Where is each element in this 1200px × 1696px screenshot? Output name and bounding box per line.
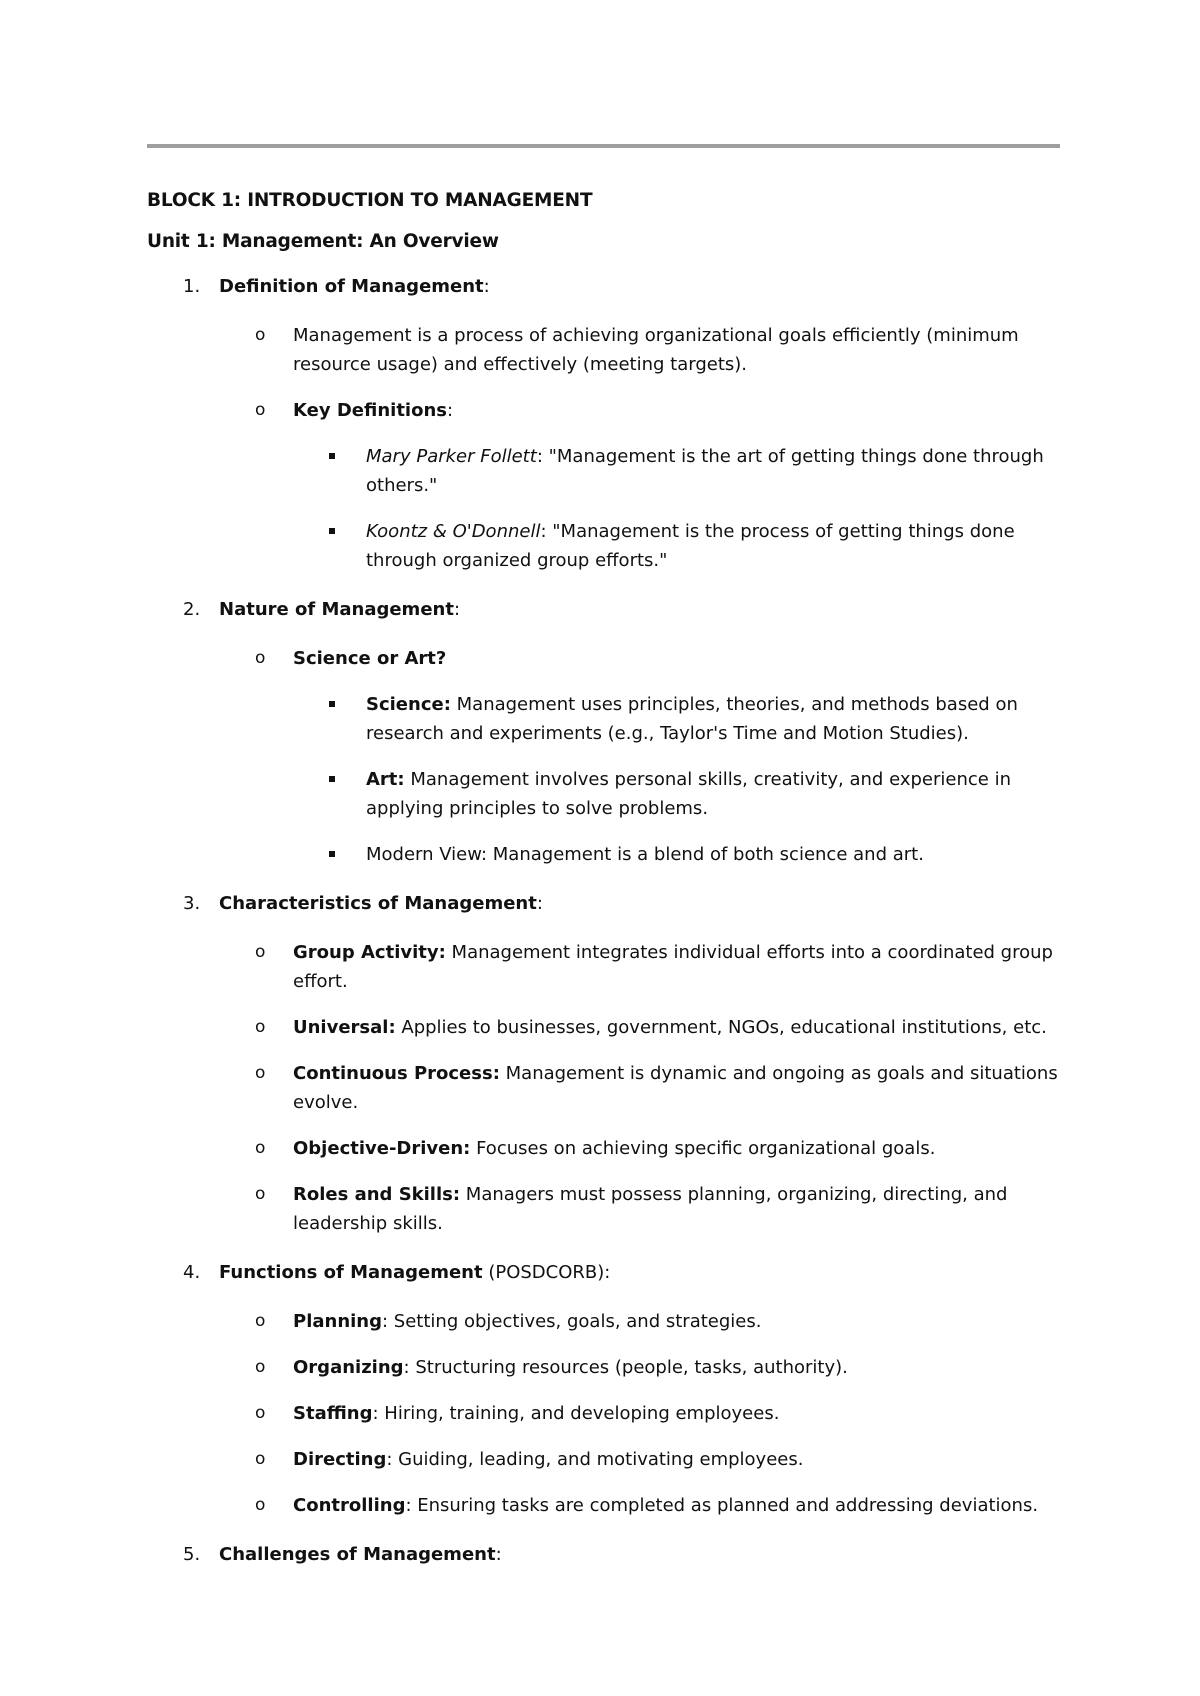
section-number: 1.: [183, 276, 201, 297]
hollow-bullet-icon: o: [255, 1495, 266, 1515]
item-label: Group Activity:: [293, 942, 446, 963]
item-text: Management is a process of achieving organizational goals efficiently (minimum resource usage) and effectively (meeting targets).: [293, 325, 1019, 375]
item-label: Continuous Process:: [293, 1063, 500, 1084]
item-label: Universal:: [293, 1017, 396, 1038]
list-item: [147, 1353, 1067, 1382]
section-suffix: (POSDCORB):: [482, 1262, 611, 1283]
section-challenges: [147, 1540, 1067, 1569]
list-item: [147, 396, 1067, 425]
hollow-bullet-icon: o: [255, 1449, 266, 1469]
list-item: [147, 1307, 1067, 1336]
sub-list-item: [147, 690, 1067, 748]
section-heading: [147, 889, 1067, 918]
item-text: Focuses on achieving specific organizational goals.: [470, 1138, 936, 1159]
square-bullet-icon: [329, 851, 335, 857]
item-text: Modern View: Management is a blend of both science and art.: [366, 844, 924, 865]
section-suffix: :: [495, 1544, 502, 1565]
list-item: [147, 1180, 1067, 1238]
section-title: Nature of Management: [219, 599, 454, 620]
list-item: [147, 644, 1067, 673]
list-item: [147, 1059, 1067, 1117]
section-definition: [147, 272, 1067, 575]
item-text: : Hiring, training, and developing employees.: [372, 1403, 780, 1424]
section-nature: [147, 595, 1067, 869]
hollow-bullet-icon: o: [255, 1017, 266, 1037]
sub-list-item: [147, 765, 1067, 823]
list-item: [147, 321, 1067, 379]
section-heading: [147, 272, 1067, 301]
section-title: Characteristics of Management: [219, 893, 537, 914]
item-label: Objective-Driven:: [293, 1138, 471, 1159]
item-text: Management uses principles, theories, and methods based on research and experiments (e.g., Taylor's Time and Motion Studies).: [366, 694, 1018, 744]
sub-list-item: [147, 442, 1067, 500]
item-label: Directing: [293, 1449, 387, 1470]
hollow-bullet-icon: o: [255, 942, 266, 962]
item-label: Koontz & O'Donnell: [366, 521, 541, 542]
list-item: [147, 1445, 1067, 1474]
section-number: 4.: [183, 1262, 201, 1283]
list-item: [147, 1491, 1067, 1520]
item-label: Roles and Skills:: [293, 1184, 461, 1205]
item-text: : Guiding, leading, and motivating employees.: [386, 1449, 804, 1470]
hollow-bullet-icon: o: [255, 648, 266, 668]
item-label: Science:: [366, 694, 451, 715]
item-text: :: [446, 400, 454, 421]
item-label: Planning: [293, 1311, 383, 1332]
item-text: Management integrates individual efforts into a coordinated group effort.: [293, 942, 1053, 992]
sub-list-item: [147, 840, 1067, 869]
list-item: [147, 1399, 1067, 1428]
hollow-bullet-icon: o: [255, 400, 266, 420]
section-number: 3.: [183, 893, 201, 914]
square-bullet-icon: [329, 776, 335, 782]
item-text: : Setting objectives, goals, and strategies.: [382, 1311, 762, 1332]
horizontal-rule: [147, 144, 1060, 148]
sub-list-item: [147, 517, 1067, 575]
list-item: [147, 1134, 1067, 1163]
item-label: Science or Art?: [293, 648, 447, 669]
item-text: : "Management is the process of getting things done through organized group efforts.": [366, 521, 1015, 571]
section-title: Definition of Management: [219, 276, 484, 297]
item-label: Mary Parker Follett: [366, 446, 537, 467]
hollow-bullet-icon: o: [255, 1063, 266, 1083]
section-heading: [147, 1540, 1067, 1569]
list-item: [147, 938, 1067, 996]
item-label: Art:: [366, 769, 405, 790]
section-suffix: :: [453, 599, 461, 620]
section-functions: [147, 1258, 1067, 1520]
square-bullet-icon: [329, 701, 335, 707]
document-body: [147, 190, 1067, 1589]
hollow-bullet-icon: o: [255, 1357, 266, 1377]
item-label: Organizing: [293, 1357, 404, 1378]
item-text: Applies to businesses, government, NGOs, educational institutions, etc.: [395, 1017, 1047, 1038]
section-title: Challenges of Management: [219, 1544, 496, 1565]
section-title: Functions of Management: [219, 1262, 483, 1283]
item-text: Management is dynamic and ongoing as goals and situations evolve.: [293, 1063, 1058, 1113]
item-label: Key Definitions: [293, 400, 447, 421]
block-title: BLOCK 1: INTRODUCTION TO MANAGEMENT: [147, 190, 593, 211]
hollow-bullet-icon: o: [255, 325, 266, 345]
item-label: Staffing: [293, 1403, 373, 1424]
square-bullet-icon: [329, 453, 335, 459]
item-label: Controlling: [293, 1495, 406, 1516]
hollow-bullet-icon: o: [255, 1138, 266, 1158]
item-text: Management involves personal skills, creativity, and experience in applying principles to solve problems.: [366, 769, 1011, 819]
unit-title: Unit 1: Management: An Overview: [147, 231, 499, 252]
section-number: 5.: [183, 1544, 201, 1565]
section-heading: [147, 595, 1067, 624]
item-text: : Ensuring tasks are completed as planned and addressing deviations.: [405, 1495, 1039, 1516]
list-item: [147, 1013, 1067, 1042]
section-suffix: :: [536, 893, 543, 914]
item-text: : "Management is the art of getting things done through others.": [366, 446, 1044, 496]
section-heading: [147, 1258, 1067, 1287]
section-number: 2.: [183, 599, 201, 620]
hollow-bullet-icon: o: [255, 1311, 266, 1331]
item-text: : Structuring resources (people, tasks, authority).: [403, 1357, 848, 1378]
hollow-bullet-icon: o: [255, 1403, 266, 1423]
section-suffix: :: [483, 276, 490, 297]
square-bullet-icon: [329, 528, 335, 534]
hollow-bullet-icon: o: [255, 1184, 266, 1204]
item-text: Managers must possess planning, organizing, directing, and leadership skills.: [293, 1184, 1008, 1234]
section-characteristics: [147, 889, 1067, 1238]
